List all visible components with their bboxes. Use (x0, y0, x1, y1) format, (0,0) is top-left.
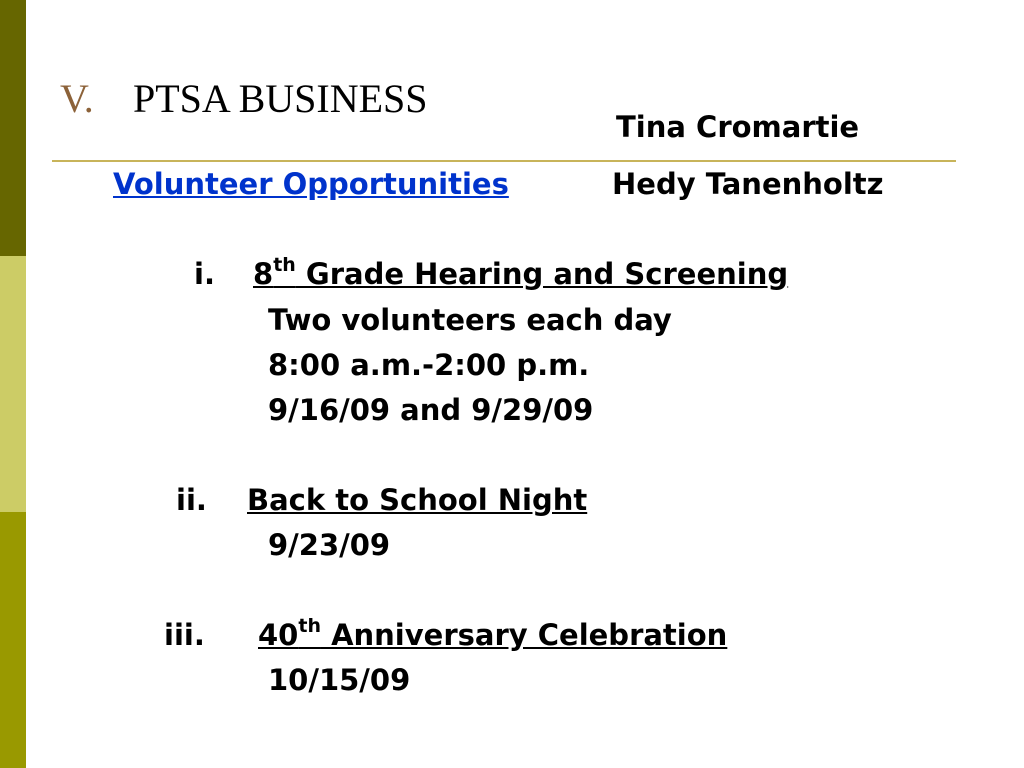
sidebar-segment-middle (0, 256, 26, 512)
volunteer-opportunities-link[interactable]: Volunteer Opportunities (113, 167, 509, 201)
item-1-line-1: Two volunteers each day (268, 303, 672, 337)
sidebar-stripe (0, 0, 26, 768)
presenter-name-1: Tina Cromartie (616, 110, 860, 144)
sidebar-segment-bottom (0, 512, 26, 768)
presenter-name-2: Hedy Tanenholtz (612, 167, 884, 201)
item-heading-1-pre: 8 (253, 257, 274, 291)
item-numeral-2: ii. (176, 483, 207, 517)
page-title: PTSA BUSINESS (133, 76, 428, 121)
item-heading-3-post: Anniversary Celebration (320, 618, 728, 652)
sidebar-segment-top (0, 0, 26, 256)
item-3-line-1: 10/15/09 (268, 663, 411, 697)
item-heading-3 (258, 615, 728, 652)
item-numeral-1: i. (194, 257, 215, 291)
item-heading-1-post: Grade Hearing and Screening (295, 257, 789, 291)
title-divider (52, 160, 956, 162)
item-numeral-3: iii. (164, 618, 205, 652)
item-heading-1-sup: th (273, 254, 296, 277)
item-heading-3-sup: th (298, 615, 321, 638)
item-1-line-2: 8:00 a.m.-2:00 p.m. (268, 348, 590, 382)
title-number: V. (60, 76, 94, 121)
item-heading-3-pre: 40 (258, 618, 299, 652)
item-heading-1 (253, 254, 789, 291)
item-1-line-3: 9/16/09 and 9/29/09 (268, 393, 594, 427)
item-2-line-1: 9/23/09 (268, 528, 391, 562)
item-heading-2: Back to School Night (247, 483, 588, 517)
